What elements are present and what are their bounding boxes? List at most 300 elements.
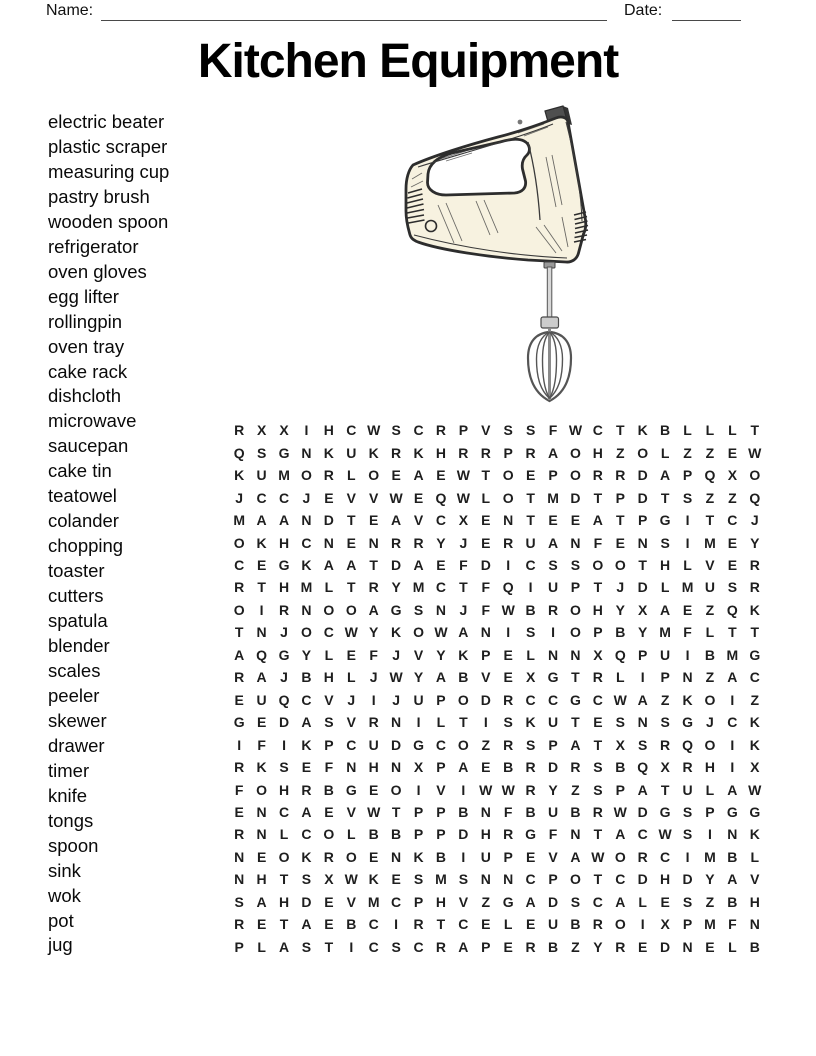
grid-cell: Y [593,938,603,955]
name-label: Name: [46,2,94,19]
grid-cell: R [323,848,334,865]
grid-cell: M [704,848,716,865]
grid-cell: P [615,781,625,798]
grid-cell: S [458,871,469,888]
grid-cell: S [324,714,334,731]
grid-cell: B [704,646,715,663]
grid-cell: M [659,624,671,641]
grid-cell: E [256,916,267,933]
grid-cell: T [638,556,647,573]
grid-cell: C [749,669,760,686]
grid-cell: J [392,691,401,708]
grid-cell: T [324,938,334,955]
grid-cell: U [547,714,559,731]
word-list-item: drawer [48,734,105,756]
mixer-eject-button [426,221,437,232]
grid-cell: S [593,759,603,776]
grid-cell: A [727,669,738,686]
word-list-item: plastic scraper [48,135,168,157]
grid-cell: S [301,871,312,888]
grid-cell: H [749,893,760,910]
grid-cell: H [278,893,290,910]
grid-cell: L [347,467,356,484]
grid-cell: Z [705,893,715,910]
grid-cell: Z [705,489,715,506]
grid-cell: G [278,444,290,461]
grid-cell: C [346,736,357,753]
word-list-item: pot [48,909,74,931]
grid-cell: E [593,714,603,731]
grid-cell: V [324,691,334,708]
grid-cell: U [547,579,559,596]
grid-cell: P [436,804,446,821]
grid-cell: L [526,646,535,663]
grid-cell: G [345,781,357,798]
word-list-item: knife [48,784,88,806]
grid-cell: O [413,624,424,641]
grid-cell: O [368,467,380,484]
grid-cell: R [615,938,626,955]
grid-cell: D [278,714,290,731]
grid-cell: S [682,804,693,821]
grid-cell: T [234,624,244,641]
grid-cell: H [435,444,446,461]
grid-cell: E [481,512,491,529]
grid-cell: L [728,422,737,439]
grid-cell: O [502,489,514,506]
grid-cell: G [749,646,761,663]
grid-cell: S [660,714,670,731]
grid-cell: D [637,579,648,596]
grid-cell: L [705,781,715,798]
grid-cell: E [436,556,446,573]
grid-cell: S [525,624,536,641]
grid-cell: B [301,669,312,686]
grid-cell: H [278,579,290,596]
grid-cell: R [682,759,693,776]
grid-cell: O [390,781,402,798]
grid-cell: A [234,646,245,663]
word-list-item: microwave [48,410,137,432]
grid-cell: T [481,467,491,484]
grid-cell: T [660,489,670,506]
grid-cell: P [638,512,648,529]
grid-cell: N [256,826,267,843]
grid-cell: I [708,826,712,843]
grid-cell: L [324,646,334,663]
grid-cell: U [346,444,357,461]
grid-cell: R [391,444,402,461]
grid-cell: J [392,646,401,663]
grid-cell: L [683,556,692,573]
grid-cell: O [457,691,469,708]
grid-cell: Y [301,646,312,663]
word-list-item: wooden spoon [48,210,169,232]
grid-cell: S [727,579,738,596]
grid-cell: U [525,534,536,551]
grid-cell: U [480,848,491,865]
grid-cell: C [301,534,312,551]
grid-cell: I [416,781,421,798]
grid-cell: L [279,826,289,843]
word-list-item: oven gloves [48,260,147,282]
grid-cell: K [391,624,402,641]
grid-cell: K [749,714,760,731]
grid-cell: V [458,893,469,910]
grid-cell: X [413,759,424,776]
grid-cell: M [704,534,716,551]
grid-cell: A [413,556,424,573]
grid-cell: R [435,938,446,955]
grid-cell: Y [638,624,648,641]
grid-cell: L [750,848,760,865]
grid-cell: P [436,691,446,708]
grid-cell: T [750,422,760,439]
page-title: Kitchen Equipment [197,35,619,88]
grid-cell: J [347,691,356,708]
grid-cell: F [503,804,513,821]
grid-cell: A [547,444,559,461]
grid-cell: T [616,422,625,439]
grid-cell: V [413,512,424,529]
grid-cell: J [369,669,378,686]
grid-cell: G [570,691,581,708]
grid-cell: Y [436,534,446,551]
grid-cell: R [503,691,514,708]
grid-cell: C [435,736,446,753]
word-list-item: teatowel [48,485,117,507]
grid-cell: H [435,893,446,910]
grid-cell: O [592,556,604,573]
grid-cell: A [458,938,469,955]
word-search-grid [228,419,766,958]
grid-cell: O [278,848,290,865]
grid-cell: P [413,893,424,910]
grid-cell: S [570,893,581,910]
grid-cell: C [256,489,267,506]
grid-cell: A [368,601,379,618]
grid-cell: T [593,489,603,506]
grid-cell: B [749,938,760,955]
grid-cell: E [346,534,356,551]
grid-cell: X [525,669,536,686]
grid-cell: U [368,736,379,753]
grid-cell: N [682,669,693,686]
grid-cell: X [458,512,469,529]
grid-cell: M [233,512,246,529]
word-list-item: wok [48,884,81,906]
grid-cell: P [615,489,625,506]
grid-cell: N [637,714,648,731]
grid-cell: R [749,556,760,573]
grid-cell: A [660,601,671,618]
grid-cell: Y [548,781,558,798]
grid-cell: V [750,871,760,888]
grid-cell: R [413,534,424,551]
grid-cell: S [301,938,312,955]
grid-cell: H [660,556,671,573]
grid-cell: Q [256,646,268,663]
grid-cell: O [457,736,469,753]
grid-cell: O [256,781,268,798]
grid-cell: O [637,444,649,461]
grid-cell: P [234,938,244,955]
grid-cell: P [570,579,581,596]
grid-cell: C [301,691,312,708]
grid-cell: E [682,601,693,618]
grid-cell: V [481,669,491,686]
grid-cell: D [637,804,648,821]
grid-cell: J [302,489,311,506]
grid-cell: X [727,467,738,484]
grid-cell: L [683,422,692,439]
grid-cell: C [435,512,446,529]
grid-cell: J [750,512,759,529]
grid-cell: U [704,579,715,596]
grid-cell: B [435,848,446,865]
grid-cell: P [413,826,424,843]
grid-cell: I [685,646,690,663]
grid-cell: P [638,646,648,663]
grid-cell: K [323,444,334,461]
grid-cell: C [592,422,603,439]
grid-cell: J [235,489,244,506]
grid-cell: O [301,467,312,484]
grid-cell: D [570,489,581,506]
grid-cell: R [525,938,536,955]
grid-cell: E [324,489,334,506]
grid-cell: X [279,422,289,439]
grid-cell: Y [750,534,760,551]
grid-cell: V [346,804,356,821]
grid-cell: R [525,759,536,776]
grid-cell: Z [705,669,715,686]
grid-cell: I [371,691,376,708]
grid-cell: D [547,759,559,776]
grid-cell: C [525,691,536,708]
grid-cell: R [413,916,424,933]
grid-cell: E [638,938,648,955]
date-input-line [672,2,741,21]
grid-cell: G [682,714,693,731]
grid-cell: K [301,848,312,865]
grid-cell: N [301,601,312,618]
grid-cell: Z [705,601,715,618]
grid-cell: T [279,871,289,888]
grid-cell: N [503,871,514,888]
grid-cell: V [548,848,558,865]
grid-cell: N [256,624,267,641]
grid-cell: W [456,489,470,506]
grid-cell: E [324,893,334,910]
grid-cell: E [346,646,356,663]
grid-cell: N [570,826,581,843]
grid-cell: E [481,759,491,776]
grid-cell: W [367,422,381,439]
grid-cell: T [526,512,535,529]
grid-cell: T [571,669,580,686]
grid-cell: K [525,714,536,731]
grid-cell: E [481,916,491,933]
grid-cell: Z [571,781,580,798]
grid-cell: B [660,422,671,439]
grid-cell: E [324,804,334,821]
grid-cell: C [435,579,446,596]
grid-cell: P [436,826,446,843]
grid-cell: R [458,444,469,461]
grid-cell: B [570,804,581,821]
grid-cell: I [640,669,645,686]
grid-cell: J [616,579,625,596]
grid-cell: B [727,848,738,865]
grid-cell: V [436,781,446,798]
word-list-item: sink [48,859,81,881]
grid-cell: I [394,916,399,933]
grid-cell: E [525,467,536,484]
grid-cell: A [637,781,648,798]
grid-cell: T [593,871,603,888]
grid-cell: E [369,848,379,865]
grid-cell: A [301,714,312,731]
grid-cell: A [301,804,312,821]
grid-cell: N [480,871,491,888]
grid-cell: S [660,534,670,551]
grid-cell: K [682,691,693,708]
word-list-item: peeler [48,684,100,706]
grid-cell: X [638,601,648,618]
word-list-item: skewer [48,709,107,731]
word-list-item: saucepan [48,435,129,457]
grid-cell: P [503,444,513,461]
grid-cell: G [525,826,537,843]
grid-cell: A [458,624,469,641]
grid-cell: R [301,781,312,798]
grid-cell: H [704,759,715,776]
grid-cell: H [480,826,491,843]
grid-cell: P [682,916,693,933]
grid-cell: R [660,736,671,753]
grid-cell: A [727,871,738,888]
grid-cell: I [483,714,488,731]
grid-cell: Z [728,489,737,506]
grid-cell: K [749,601,760,618]
grid-cell: H [660,871,671,888]
grid-cell: S [279,759,289,776]
grid-cell: A [278,938,290,955]
grid-cell: N [480,804,491,821]
grid-cell: G [659,804,671,821]
grid-cell: M [726,646,739,663]
grid-cell: B [323,781,334,798]
grid-cell: W [568,422,583,439]
grid-cell: D [391,736,402,753]
grid-cell: P [413,804,424,821]
grid-cell: R [592,669,603,686]
grid-cell: O [570,624,581,641]
grid-cell: O [345,848,357,865]
grid-cell: I [528,579,533,596]
grid-cell: B [615,624,626,641]
grid-cell: R [570,759,581,776]
grid-cell: C [727,512,738,529]
word-list-item: blender [48,635,110,657]
grid-cell: I [304,422,309,439]
grid-cell: C [278,804,290,821]
grid-cell: C [458,916,469,933]
name-input-line [101,2,607,21]
grid-cell: S [503,422,513,439]
grid-cell: L [503,916,513,933]
grid-cell: L [638,893,647,910]
grid-cell: M [367,893,380,910]
grid-cell: O [233,601,245,618]
grid-cell: D [660,938,671,955]
grid-cell: U [256,467,267,484]
grid-cell: R [435,422,446,439]
grid-cell: N [547,646,559,663]
grid-cell: E [548,512,558,529]
grid-cell: E [525,916,536,933]
grid-cell: D [480,691,491,708]
grid-cell: Q [278,691,290,708]
grid-cell: E [234,691,244,708]
grid-cell: E [369,512,379,529]
grid-cell: V [705,556,715,573]
grid-cell: Z [660,691,670,708]
grid-cell: Y [391,579,401,596]
grid-cell: D [458,826,469,843]
grid-cell: C [391,893,402,910]
grid-cell: D [480,556,491,573]
grid-cell: N [368,534,379,551]
grid-cell: F [257,736,266,753]
grid-cell: K [368,871,379,888]
grid-cell: C [592,691,603,708]
grid-cell: O [233,534,245,551]
grid-cell: W [613,691,627,708]
grid-cell: O [570,444,581,461]
grid-cell: F [593,534,603,551]
grid-cell: R [234,916,245,933]
grid-cell: S [638,736,648,753]
grid-cell: T [728,624,737,641]
grid-cell: I [685,534,690,551]
grid-cell: E [660,893,670,910]
grid-cell: N [256,804,267,821]
grid-cell: Q [637,759,649,776]
grid-cell: R [234,759,245,776]
grid-cell: A [525,893,536,910]
grid-cell: O [614,556,626,573]
mixer-beater [528,262,571,401]
grid-cell: B [525,804,536,821]
grid-cell: L [705,422,715,439]
grid-cell: N [637,534,648,551]
grid-cell: X [660,916,670,933]
grid-cell: Z [750,691,760,708]
grid-cell: F [481,579,491,596]
grid-cell: N [391,759,402,776]
grid-cell: N [323,534,334,551]
grid-cell: A [346,556,357,573]
grid-cell: X [593,646,603,663]
grid-cell: S [256,444,267,461]
grid-cell: O [301,624,312,641]
grid-cell: E [391,467,401,484]
grid-cell: I [416,714,421,731]
grid-cell: R [234,669,245,686]
grid-cell: L [705,624,715,641]
